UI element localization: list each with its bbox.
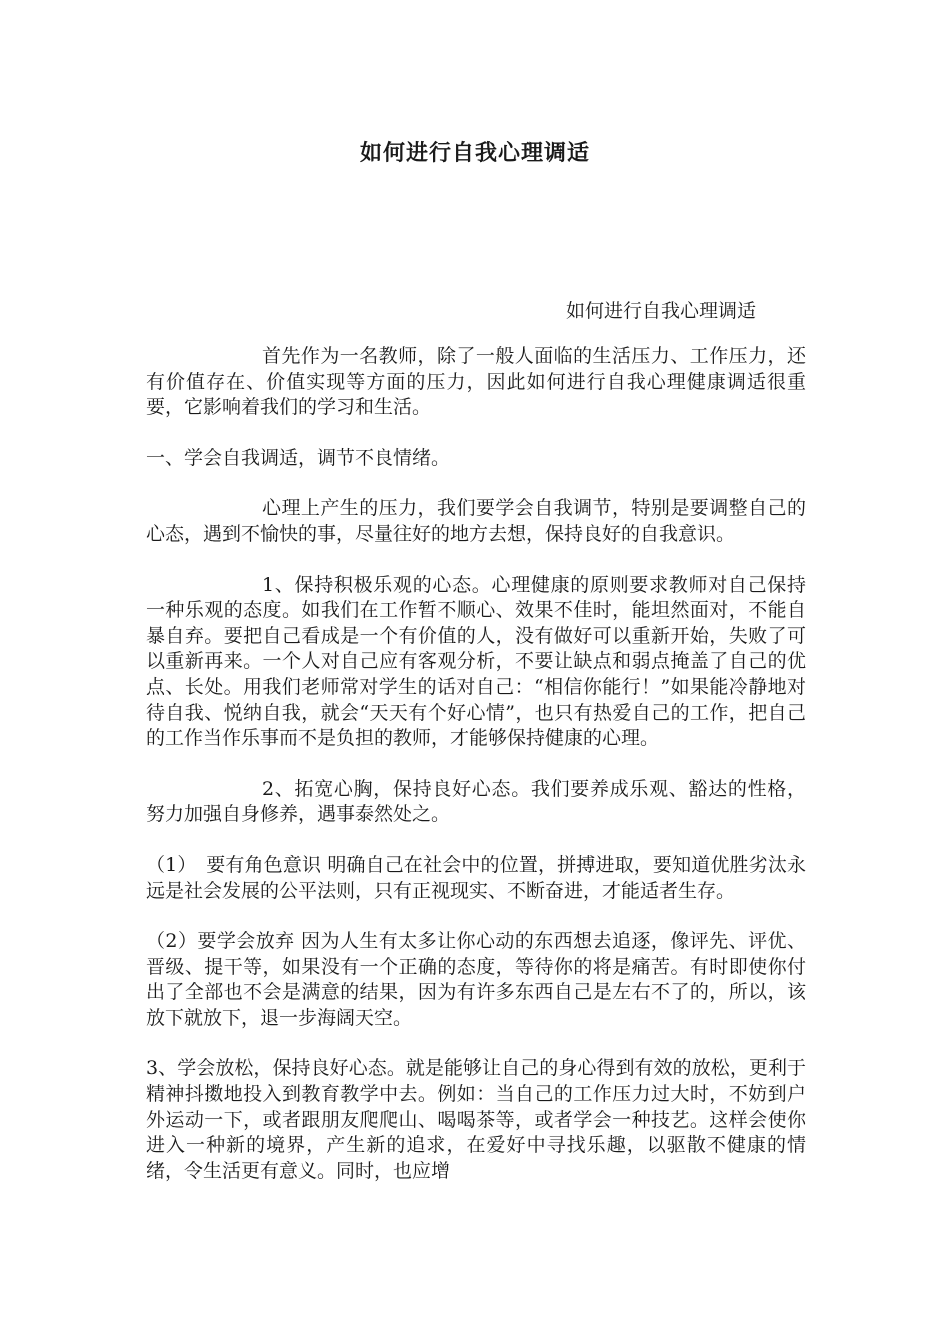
document-body [146, 344, 806, 1209]
paragraph-self-adjust: 心理上产生的压力，我们要学会自我调节，特别是要调整自己的心态，遇到不愉快的事，尽量往好的地方去想，保持良好的自我意识。 [146, 497, 806, 545]
paragraph-point-2: 2、拓宽心胸，保持良好心态。我们要养成乐观、豁达的性格，努力加强自身修养，遇事泰然处之。 [146, 777, 806, 826]
paragraph-sub-1: （1） 要有角色意识 明确自己在社会中的位置，拼搏进取，要知道优胜劣汰永远是社会发展的公平法则，只有正视现实、不断奋进，才能适者生存。 [146, 853, 806, 902]
document-subtitle: 如何进行自我心理调适 [566, 300, 757, 322]
paragraph-point-3: 3、学会放松，保持良好心态。就是能够让自己的身心得到有效的放松，更利于精神抖擞地投入到教育教学中去。例如：当自己的工作压力过大时，不妨到户外运动一下，或者跟朋友爬爬山、喝喝茶等，或者学会一种技艺。这样会使你进入一种新的境界，产生新的追求，在爱好中寻找乐趣，以驱散不健康的情绪，令生活更有意义。同时，也应增 [146, 1057, 806, 1182]
paragraph-sub-2: （2）要学会放弃 因为人生有太多让你心动的东西想去追逐，像评先、评优、晋级、提干等，如果没有一个正确的态度，等待你的将是痛苦。有时即使你付出了全部也不会是满意的结果，因为有许多东西自己是左右不了的，所以，该放下就放下，退一步海阔天空。 [146, 930, 806, 1029]
document-title: 如何进行自我心理调适 [359, 140, 590, 166]
paragraph-intro: 首先作为一名教师，除了一般人面临的生活压力、工作压力，还有价值存在、价值实现等方面的压力，因此如何进行自我心理健康调适很重要，它影响着我们的学习和生活。 [146, 345, 806, 419]
section-heading-1: 一、学会自我调适，调节不良情绪。 [146, 446, 451, 469]
paragraph-point-1: 1、保持积极乐观的心态。心理健康的原则要求教师对自己保持一种乐观的态度。如我们在工作暂不顺心、效果不佳时，能坦然面对，不能自暴自弃。要把自己看成是一个有价值的人，没有做好可以重新开始，失败了可以重新再来。一个人对自己应有客观分析，不要让缺点和弱点掩盖了自己的优点、长处。用我们老师常对学生的话对自己：“相信你能行！”如果能冷静地对待自我、悦纳自我，就会“天天有个好心情”，也只有热爱自己的工作，把自己的工作当作乐事而不是负担的教师，才能够保持健康的心理。 [146, 573, 806, 750]
